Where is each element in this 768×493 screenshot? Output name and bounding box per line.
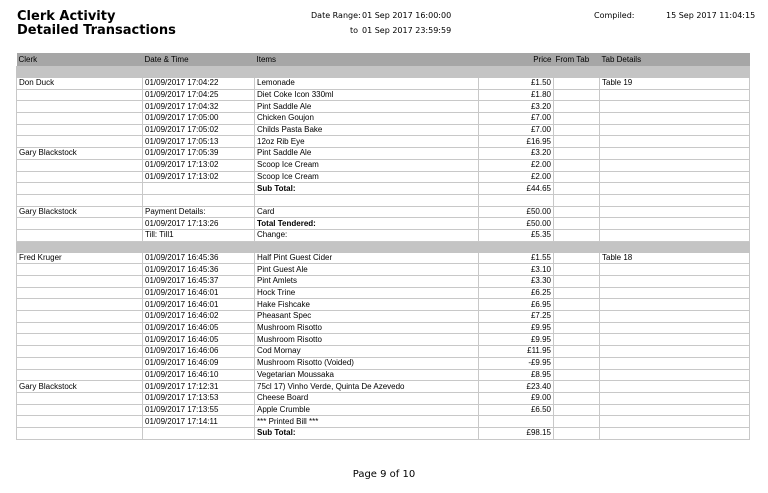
cell-price bbox=[479, 241, 554, 252]
cell-price: £9.95 bbox=[479, 322, 554, 334]
cell-price: £3.30 bbox=[479, 276, 554, 288]
cell-price: £1.50 bbox=[479, 78, 554, 90]
table-row bbox=[17, 78, 750, 90]
cell-clerk bbox=[17, 194, 143, 206]
cell-clerk bbox=[17, 311, 143, 323]
cell-price: £7.00 bbox=[479, 113, 554, 125]
cell-datetime: 01/09/2017 17:04:32 bbox=[143, 101, 255, 113]
cell-datetime bbox=[143, 241, 255, 252]
cell-from-tab bbox=[554, 264, 600, 276]
cell-datetime: 01/09/2017 17:13:55 bbox=[143, 404, 255, 416]
cell-item: Childs Pasta Bake bbox=[255, 124, 479, 136]
cell-datetime bbox=[143, 67, 255, 78]
compiled-label: Compiled: bbox=[594, 11, 635, 20]
cell-clerk bbox=[17, 136, 143, 148]
cell-datetime: 01/09/2017 17:05:39 bbox=[143, 148, 255, 160]
table-row bbox=[17, 113, 750, 125]
cell-item: Cod Mornay bbox=[255, 346, 479, 358]
cell-price: £6.95 bbox=[479, 299, 554, 311]
table-row bbox=[17, 334, 750, 346]
table-row bbox=[17, 124, 750, 136]
cell-item: Card bbox=[255, 206, 479, 218]
table-row bbox=[17, 357, 750, 369]
cell-from-tab bbox=[554, 287, 600, 299]
cell-clerk bbox=[17, 404, 143, 416]
cell-from-tab bbox=[554, 392, 600, 404]
cell-datetime: Payment Details: bbox=[143, 206, 255, 218]
cell-tab-details bbox=[600, 241, 750, 252]
cell-item: Pint Saddle Ale bbox=[255, 148, 479, 160]
cell-from-tab bbox=[554, 299, 600, 311]
cell-tab-details bbox=[600, 299, 750, 311]
cell-datetime: 01/09/2017 17:13:02 bbox=[143, 159, 255, 171]
cell-item: Scoop Ice Cream bbox=[255, 171, 479, 183]
cell-datetime bbox=[143, 194, 255, 206]
cell-tab-details bbox=[600, 229, 750, 241]
cell-datetime: 01/09/2017 16:46:05 bbox=[143, 322, 255, 334]
cell-datetime bbox=[143, 427, 255, 439]
cell-item: Sub Total: bbox=[255, 427, 479, 439]
cell-tab-details bbox=[600, 101, 750, 113]
cell-item: Diet Coke Icon 330ml bbox=[255, 89, 479, 101]
table-row bbox=[17, 264, 750, 276]
cell-from-tab bbox=[554, 113, 600, 125]
cell-item: Change: bbox=[255, 229, 479, 241]
cell-price: -£9.95 bbox=[479, 357, 554, 369]
cell-from-tab bbox=[554, 89, 600, 101]
cell-from-tab bbox=[554, 124, 600, 136]
cell-tab-details bbox=[600, 311, 750, 323]
cell-clerk bbox=[17, 183, 143, 195]
table-row bbox=[17, 89, 750, 101]
cell-item: Cheese Board bbox=[255, 392, 479, 404]
cell-from-tab bbox=[554, 67, 600, 78]
cell-item: Pheasant Spec bbox=[255, 311, 479, 323]
table-row bbox=[17, 299, 750, 311]
blank-row bbox=[17, 194, 750, 206]
column-header-datetime: Date & Time bbox=[143, 53, 255, 67]
cell-tab-details bbox=[600, 194, 750, 206]
cell-item: Chicken Goujon bbox=[255, 113, 479, 125]
column-header-clerk: Clerk bbox=[17, 53, 143, 67]
table-row bbox=[17, 218, 750, 230]
cell-item: Scoop Ice Cream bbox=[255, 159, 479, 171]
cell-price: £98.15 bbox=[479, 427, 554, 439]
column-header-price: Price bbox=[479, 53, 554, 67]
cell-from-tab bbox=[554, 416, 600, 428]
cell-price: £1.80 bbox=[479, 89, 554, 101]
cell-datetime: 01/09/2017 16:46:01 bbox=[143, 299, 255, 311]
date-range-label: Date Range: bbox=[311, 11, 361, 20]
cell-tab-details bbox=[600, 89, 750, 101]
cell-from-tab bbox=[554, 101, 600, 113]
date-range-from: 01 Sep 2017 16:00:00 bbox=[362, 11, 452, 20]
page-indicator: Page 9 of 10 bbox=[352, 469, 416, 480]
transactions-table bbox=[16, 53, 750, 440]
table-body bbox=[17, 67, 750, 440]
cell-item: Sub Total: bbox=[255, 183, 479, 195]
cell-datetime: 01/09/2017 17:14:11 bbox=[143, 416, 255, 428]
cell-item: Mushroom Risotto bbox=[255, 322, 479, 334]
column-header-items: Items bbox=[255, 53, 479, 67]
cell-datetime bbox=[143, 183, 255, 195]
cell-from-tab bbox=[554, 369, 600, 381]
date-range-to-label: to bbox=[350, 26, 359, 35]
cell-item: Pint Amlets bbox=[255, 276, 479, 288]
cell-tab-details bbox=[600, 416, 750, 428]
cell-tab-details bbox=[600, 136, 750, 148]
cell-price: £11.95 bbox=[479, 346, 554, 358]
cell-datetime: 01/09/2017 17:13:02 bbox=[143, 171, 255, 183]
cell-datetime: 01/09/2017 17:13:53 bbox=[143, 392, 255, 404]
cell-from-tab bbox=[554, 241, 600, 252]
cell-price: £3.20 bbox=[479, 148, 554, 160]
cell-clerk bbox=[17, 229, 143, 241]
cell-datetime: 01/09/2017 16:46:01 bbox=[143, 287, 255, 299]
cell-from-tab bbox=[554, 136, 600, 148]
cell-clerk: Fred Kruger bbox=[17, 252, 143, 264]
cell-datetime: 01/09/2017 16:46:05 bbox=[143, 334, 255, 346]
table-row bbox=[17, 159, 750, 171]
cell-tab-details bbox=[600, 322, 750, 334]
cell-tab-details bbox=[600, 159, 750, 171]
cell-price: £6.50 bbox=[479, 404, 554, 416]
cell-clerk: Gary Blackstock bbox=[17, 206, 143, 218]
table-row bbox=[17, 136, 750, 148]
cell-from-tab bbox=[554, 78, 600, 90]
cell-from-tab bbox=[554, 381, 600, 393]
cell-from-tab bbox=[554, 322, 600, 334]
cell-datetime: 01/09/2017 17:04:22 bbox=[143, 78, 255, 90]
cell-tab-details bbox=[600, 404, 750, 416]
cell-tab-details bbox=[600, 427, 750, 439]
cell-price bbox=[479, 67, 554, 78]
cell-from-tab bbox=[554, 334, 600, 346]
table-row bbox=[17, 252, 750, 264]
table-row bbox=[17, 322, 750, 334]
cell-clerk bbox=[17, 287, 143, 299]
cell-from-tab bbox=[554, 252, 600, 264]
cell-price: £7.25 bbox=[479, 311, 554, 323]
cell-tab-details bbox=[600, 171, 750, 183]
table-row bbox=[17, 171, 750, 183]
cell-tab-details bbox=[600, 183, 750, 195]
cell-item: Mushroom Risotto (Voided) bbox=[255, 357, 479, 369]
group-separator-row bbox=[17, 241, 750, 252]
cell-tab-details bbox=[600, 346, 750, 358]
cell-tab-details bbox=[600, 357, 750, 369]
cell-tab-details bbox=[600, 369, 750, 381]
cell-datetime: 01/09/2017 17:05:02 bbox=[143, 124, 255, 136]
cell-clerk bbox=[17, 357, 143, 369]
table-row bbox=[17, 416, 750, 428]
cell-price: £50.00 bbox=[479, 218, 554, 230]
cell-clerk bbox=[17, 369, 143, 381]
cell-clerk bbox=[17, 171, 143, 183]
cell-from-tab bbox=[554, 357, 600, 369]
table-row bbox=[17, 206, 750, 218]
cell-price: £1.55 bbox=[479, 252, 554, 264]
table-row bbox=[17, 369, 750, 381]
cell-from-tab bbox=[554, 171, 600, 183]
cell-tab-details bbox=[600, 334, 750, 346]
cell-datetime: 01/09/2017 17:05:00 bbox=[143, 113, 255, 125]
cell-clerk bbox=[17, 334, 143, 346]
report-title bbox=[17, 10, 176, 38]
cell-item: Half Pint Guest Cider bbox=[255, 252, 479, 264]
cell-from-tab bbox=[554, 194, 600, 206]
cell-clerk bbox=[17, 218, 143, 230]
cell-from-tab bbox=[554, 218, 600, 230]
cell-tab-details bbox=[600, 287, 750, 299]
cell-datetime: 01/09/2017 16:45:36 bbox=[143, 264, 255, 276]
report-title-line2: Detailed Transactions bbox=[17, 23, 176, 38]
cell-datetime: 01/09/2017 16:46:06 bbox=[143, 346, 255, 358]
report-title-line1: Clerk Activity bbox=[17, 9, 116, 24]
cell-clerk bbox=[17, 113, 143, 125]
table-row bbox=[17, 101, 750, 113]
cell-price: £2.00 bbox=[479, 159, 554, 171]
subtotal-row bbox=[17, 183, 750, 195]
table-row bbox=[17, 148, 750, 160]
cell-clerk bbox=[17, 159, 143, 171]
cell-from-tab bbox=[554, 159, 600, 171]
cell-datetime: 01/09/2017 16:45:37 bbox=[143, 276, 255, 288]
column-header-from-tab: From Tab bbox=[554, 53, 600, 67]
cell-clerk bbox=[17, 89, 143, 101]
cell-clerk bbox=[17, 427, 143, 439]
cell-clerk bbox=[17, 276, 143, 288]
group-separator-row bbox=[17, 67, 750, 78]
cell-datetime: 01/09/2017 16:46:02 bbox=[143, 311, 255, 323]
cell-price: £3.10 bbox=[479, 264, 554, 276]
cell-tab-details bbox=[600, 206, 750, 218]
cell-price: £8.95 bbox=[479, 369, 554, 381]
cell-datetime: Till: Till1 bbox=[143, 229, 255, 241]
cell-tab-details bbox=[600, 392, 750, 404]
cell-item: Hock Trine bbox=[255, 287, 479, 299]
cell-price: £7.00 bbox=[479, 124, 554, 136]
cell-price bbox=[479, 416, 554, 428]
cell-item bbox=[255, 67, 479, 78]
cell-item bbox=[255, 241, 479, 252]
cell-price bbox=[479, 194, 554, 206]
cell-tab-details bbox=[600, 148, 750, 160]
table-row bbox=[17, 346, 750, 358]
cell-tab-details bbox=[600, 67, 750, 78]
cell-clerk bbox=[17, 241, 143, 252]
cell-tab-details bbox=[600, 276, 750, 288]
cell-price: £3.20 bbox=[479, 101, 554, 113]
cell-clerk bbox=[17, 299, 143, 311]
cell-price: £9.00 bbox=[479, 392, 554, 404]
cell-clerk bbox=[17, 322, 143, 334]
cell-item: Pint Guest Ale bbox=[255, 264, 479, 276]
cell-tab-details bbox=[600, 264, 750, 276]
cell-item: Apple Crumble bbox=[255, 404, 479, 416]
table-row bbox=[17, 311, 750, 323]
cell-tab-details: Table 18 bbox=[600, 252, 750, 264]
cell-tab-details bbox=[600, 381, 750, 393]
cell-clerk bbox=[17, 124, 143, 136]
date-range-to: 01 Sep 2017 23:59:59 bbox=[362, 26, 452, 35]
cell-price: £9.95 bbox=[479, 334, 554, 346]
cell-from-tab bbox=[554, 311, 600, 323]
cell-datetime: 01/09/2017 16:46:09 bbox=[143, 357, 255, 369]
cell-tab-details bbox=[600, 113, 750, 125]
table-row bbox=[17, 229, 750, 241]
cell-price: £5.35 bbox=[479, 229, 554, 241]
cell-from-tab bbox=[554, 183, 600, 195]
cell-item: Pint Saddle Ale bbox=[255, 101, 479, 113]
table-row bbox=[17, 404, 750, 416]
cell-from-tab bbox=[554, 148, 600, 160]
cell-price: £16.95 bbox=[479, 136, 554, 148]
cell-price: £6.25 bbox=[479, 287, 554, 299]
compiled-value: 15 Sep 2017 11:04:15 bbox=[666, 11, 756, 20]
table-header-row bbox=[17, 53, 750, 67]
cell-from-tab bbox=[554, 346, 600, 358]
cell-price: £50.00 bbox=[479, 206, 554, 218]
cell-datetime: 01/09/2017 17:04:25 bbox=[143, 89, 255, 101]
cell-from-tab bbox=[554, 427, 600, 439]
cell-clerk bbox=[17, 67, 143, 78]
cell-clerk bbox=[17, 416, 143, 428]
cell-datetime: 01/09/2017 17:13:26 bbox=[143, 218, 255, 230]
cell-price: £44.65 bbox=[479, 183, 554, 195]
cell-datetime: 01/09/2017 16:45:36 bbox=[143, 252, 255, 264]
cell-item: 12oz Rib Eye bbox=[255, 136, 479, 148]
cell-item: Total Tendered: bbox=[255, 218, 479, 230]
cell-tab-details bbox=[600, 124, 750, 136]
cell-item: Lemonade bbox=[255, 78, 479, 90]
cell-clerk bbox=[17, 392, 143, 404]
cell-tab-details bbox=[600, 218, 750, 230]
table-row bbox=[17, 287, 750, 299]
cell-clerk bbox=[17, 346, 143, 358]
cell-item: 75cl 17) Vinho Verde, Quinta De Azevedo bbox=[255, 381, 479, 393]
cell-item: Mushroom Risotto bbox=[255, 334, 479, 346]
cell-datetime: 01/09/2017 16:46:10 bbox=[143, 369, 255, 381]
cell-clerk bbox=[17, 264, 143, 276]
cell-clerk: Gary Blackstock bbox=[17, 381, 143, 393]
column-header-tab-details: Tab Details bbox=[600, 53, 750, 67]
cell-item bbox=[255, 194, 479, 206]
cell-item: *** Printed Bill *** bbox=[255, 416, 479, 428]
cell-datetime: 01/09/2017 17:12:31 bbox=[143, 381, 255, 393]
cell-item: Vegetarian Moussaka bbox=[255, 369, 479, 381]
cell-from-tab bbox=[554, 404, 600, 416]
table-row bbox=[17, 276, 750, 288]
cell-item: Hake Fishcake bbox=[255, 299, 479, 311]
cell-from-tab bbox=[554, 206, 600, 218]
cell-from-tab bbox=[554, 229, 600, 241]
cell-clerk: Gary Blackstock bbox=[17, 148, 143, 160]
subtotal-row bbox=[17, 427, 750, 439]
cell-datetime: 01/09/2017 17:05:13 bbox=[143, 136, 255, 148]
table-row bbox=[17, 381, 750, 393]
table-row bbox=[17, 392, 750, 404]
cell-tab-details: Table 19 bbox=[600, 78, 750, 90]
cell-clerk bbox=[17, 101, 143, 113]
cell-price: £2.00 bbox=[479, 171, 554, 183]
cell-clerk: Don Duck bbox=[17, 78, 143, 90]
cell-price: £23.40 bbox=[479, 381, 554, 393]
cell-from-tab bbox=[554, 276, 600, 288]
